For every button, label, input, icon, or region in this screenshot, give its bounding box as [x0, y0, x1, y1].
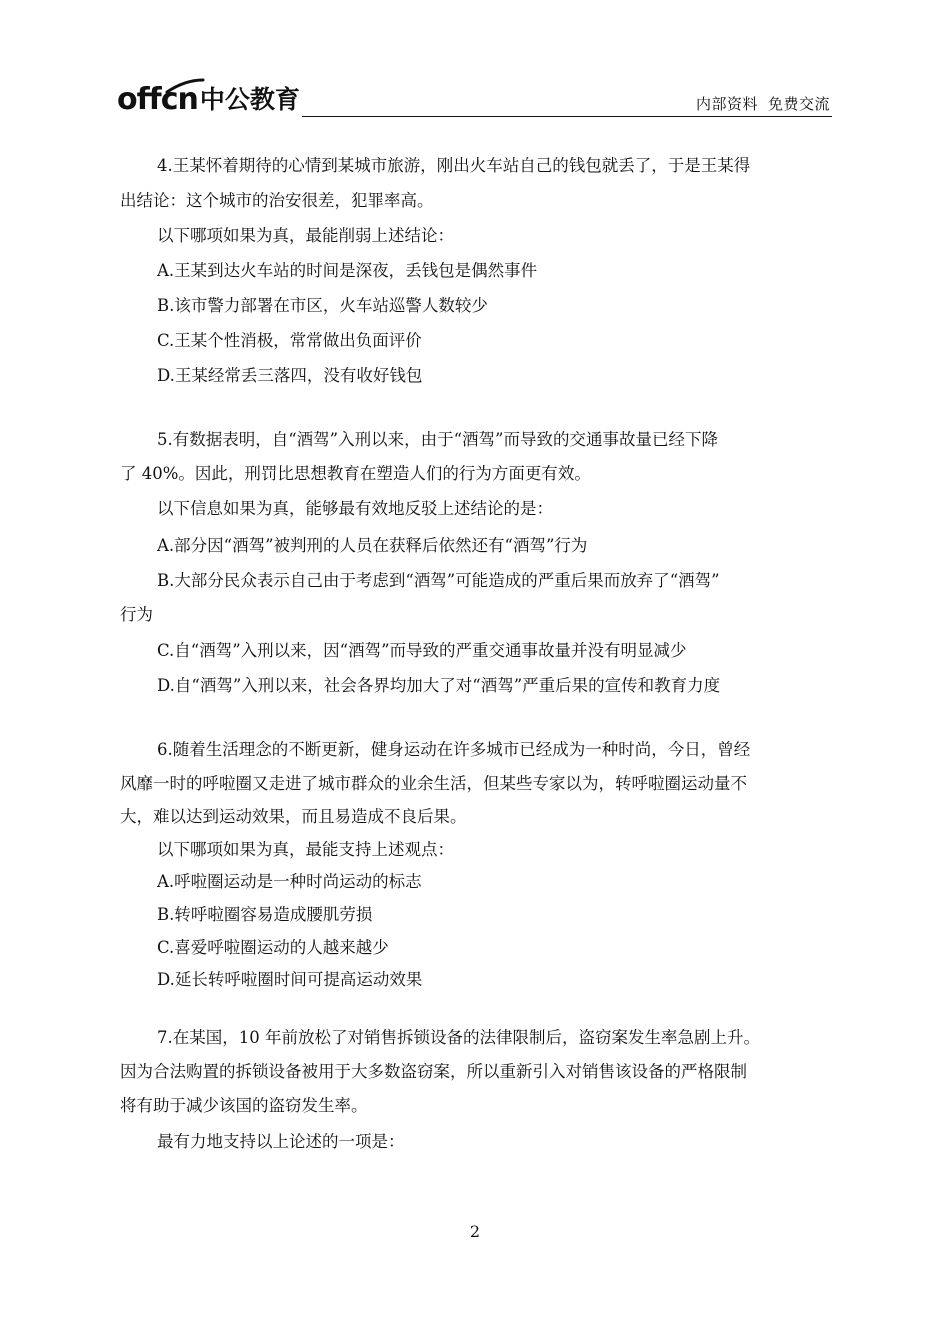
q6-option-b: B.转呼啦圈容易造成腰肌劳损 — [157, 905, 373, 924]
q4-prompt: 以下哪项如果为真，最能削弱上述结论： — [157, 226, 454, 245]
page-number: 2 — [469, 1222, 481, 1241]
q4-option-c: C.王某个性消极，常常做出负面评价 — [157, 331, 422, 350]
q7-stem-line-3: 将有助于减少该国的盗窃发生率。 — [120, 1096, 368, 1115]
q4-option-a: A.王某到达火车站的时间是深夜，丢钱包是偶然事件 — [157, 261, 538, 280]
logo-latin-text: offcn — [117, 82, 198, 117]
offcn-logo — [117, 78, 300, 118]
q6-stem-line-2: 风靡一时的呼啦圈又走进了城市群众的业余生活，但某些专家以为，转呼啦圈运动量不 — [120, 774, 747, 793]
q7-stem-line-2: 因为合法购置的拆锁设备被用于大多数盗窃案，所以重新引入对销售该设备的严格限制 — [120, 1062, 747, 1081]
header-tagline-free: 免费交流 — [767, 95, 830, 113]
q5-prompt: 以下信息如果为真，能够最有效地反驳上述结论的是： — [157, 499, 553, 518]
header-rule — [302, 116, 832, 117]
q4-stem-line-2: 出结论：这个城市的治安很差，犯罪率高。 — [120, 191, 434, 210]
q7-stem-line-1: 7.在某国，10 年前放松了对销售拆锁设备的法律限制后，盗窃案发生率急剧上升。 — [157, 1028, 760, 1047]
q6-stem-line-3: 大，难以达到运动效果，而且易造成不良后果。 — [120, 807, 467, 826]
q4-option-b: B.该市警力部署在市区，火车站巡警人数较少 — [157, 296, 488, 315]
q4-option-d: D.王某经常丢三落四，没有收好钱包 — [157, 366, 423, 385]
q5-stem-line-1: 5.有数据表明，自“酒驾”入刑以来，由于“酒驾”而导致的交通事故量已经下降 — [157, 430, 718, 449]
q5-option-c: C.自“酒驾”入刑以来，因“酒驾”而导致的严重交通事故量并没有明显减少 — [157, 641, 687, 660]
q4-stem-line-1: 4.王某怀着期待的心情到某城市旅游，刚出火车站自己的钱包就丢了，于是王某得 — [157, 156, 751, 175]
q6-option-d: D.延长转呼啦圈时间可提高运动效果 — [157, 970, 423, 989]
q5-option-a: A.部分因“酒驾”被判刑的人员在获释后依然还有“酒驾”行为 — [157, 536, 588, 555]
logo-chinese-text: 中公教育 — [199, 85, 300, 114]
q5-option-b-cont: 行为 — [120, 605, 153, 624]
q6-option-a: A.呼啦圈运动是一种时尚运动的标志 — [157, 872, 422, 891]
q6-stem-line-1: 6.随着生活理念的不断更新，健身运动在许多城市已经成为一种时尚，今日，曾经 — [157, 740, 751, 759]
header-tagline — [696, 93, 830, 114]
q6-prompt: 以下哪项如果为真，最能支持上述观点： — [157, 840, 454, 859]
q5-stem-line-2: 了 40%。因此，刑罚比思想教育在塑造人们的行为方面更有效。 — [120, 464, 591, 483]
page-header — [117, 78, 832, 118]
header-tagline-internal: 内部资料 — [695, 95, 758, 113]
q6-option-c: C.喜爱呼啦圈运动的人越来越少 — [157, 938, 389, 957]
q7-prompt: 最有力地支持以上论述的一项是： — [157, 1132, 405, 1151]
q5-option-d: D.自“酒驾”入刑以来，社会各界均加大了对“酒驾”严重后果的宣传和教育力度 — [157, 676, 721, 695]
q5-option-b: B.大部分民众表示自己由于考虑到“酒驾”可能造成的严重后果而放弃了“酒驾” — [157, 571, 720, 590]
